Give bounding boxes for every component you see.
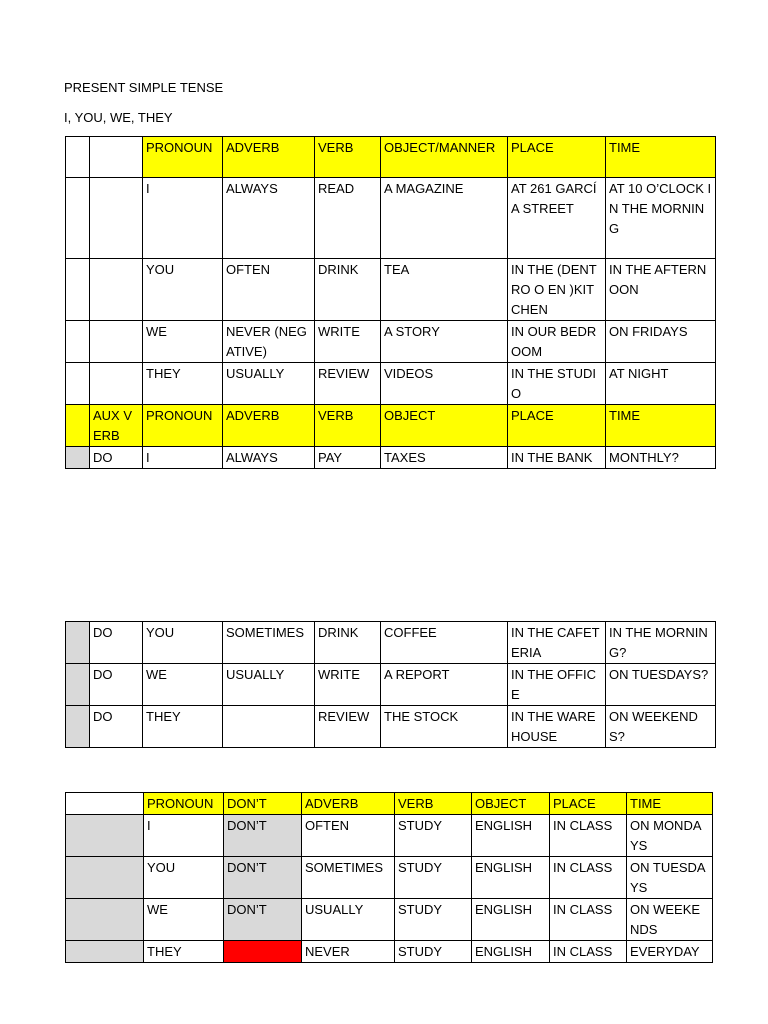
table-row	[66, 363, 716, 405]
empty-cell	[66, 259, 90, 321]
cell: VIDEOS	[381, 363, 508, 405]
empty-cell	[90, 363, 143, 405]
cell: USUALLY	[223, 664, 315, 706]
header-cell: OBJECT/MANNER	[381, 137, 508, 178]
empty-cell	[90, 178, 143, 259]
cell: IN THE WAREHOUSE	[508, 706, 606, 748]
cell: DRINK	[315, 622, 381, 664]
cell: DON’T	[224, 899, 302, 941]
cell: ALWAYS	[223, 178, 315, 259]
cell: ENGLISH	[472, 857, 550, 899]
cell: REVIEW	[315, 706, 381, 748]
cell: ON TUESDAYS	[627, 857, 713, 899]
cell: IN THE CAFETERIA	[508, 622, 606, 664]
cell: COFFEE	[381, 622, 508, 664]
cell: AT NIGHT	[606, 363, 716, 405]
cell: THEY	[143, 706, 223, 748]
table-row	[66, 857, 713, 899]
cell: YOU	[143, 622, 223, 664]
cell: ON FRIDAYS	[606, 321, 716, 363]
cell: ON TUESDAYS?	[606, 664, 716, 706]
document-title: PRESENT SIMPLE TENSE	[64, 80, 224, 95]
table-row	[66, 941, 713, 963]
shaded-cell	[66, 622, 90, 664]
cell: AT 261 GARCÍA STREET	[508, 178, 606, 259]
cell: WRITE	[315, 664, 381, 706]
cell: WE	[143, 664, 223, 706]
table-row	[66, 899, 713, 941]
cell: IN THE MORNING?	[606, 622, 716, 664]
cell: MONTHLY?	[606, 447, 716, 469]
header-cell: PRONOUN	[143, 405, 223, 447]
cell: AT 10 O’CLOCK IN THE MORNING	[606, 178, 716, 259]
shaded-cell	[66, 664, 90, 706]
affirmative-table	[65, 136, 716, 469]
cell: IN CLASS	[550, 941, 627, 963]
cell: NEVER	[302, 941, 395, 963]
cell: OFTEN	[223, 259, 315, 321]
header-cell: ADVERB	[223, 405, 315, 447]
cell: IN CLASS	[550, 815, 627, 857]
header-cell: TIME	[606, 137, 716, 178]
header-cell: VERB	[315, 405, 381, 447]
shaded-cell	[66, 857, 144, 899]
empty-cell	[66, 137, 90, 178]
empty-cell	[90, 259, 143, 321]
cell: DO	[90, 622, 143, 664]
question-header-row	[66, 405, 716, 447]
header-cell: ADVERB	[223, 137, 315, 178]
cell: WRITE	[315, 321, 381, 363]
header-cell: ADVERB	[302, 793, 395, 815]
shaded-cell	[66, 899, 144, 941]
table-header-row	[66, 137, 716, 178]
cell: ENGLISH	[472, 815, 550, 857]
negative-table	[65, 792, 713, 963]
cell: A STORY	[381, 321, 508, 363]
empty-cell	[90, 321, 143, 363]
table-row	[66, 664, 716, 706]
header-cell: TIME	[627, 793, 713, 815]
cell: THE STOCK	[381, 706, 508, 748]
table-row	[66, 622, 716, 664]
shaded-cell	[66, 706, 90, 748]
shaded-cell	[66, 447, 90, 469]
table-row	[66, 321, 716, 363]
question-table	[65, 621, 716, 748]
header-cell: PRONOUN	[143, 137, 223, 178]
header-cell: PLACE	[508, 405, 606, 447]
cell: STUDY	[395, 941, 472, 963]
cell: NEVER (NEGATIVE)	[223, 321, 315, 363]
cell: IN THE AFTERNOON	[606, 259, 716, 321]
cell: SOMETIMES	[302, 857, 395, 899]
cell: ALWAYS	[223, 447, 315, 469]
cell: DO	[90, 447, 143, 469]
empty-cell	[66, 321, 90, 363]
cell: A REPORT	[381, 664, 508, 706]
table-row	[66, 178, 716, 259]
cell: REVIEW	[315, 363, 381, 405]
cell: READ	[315, 178, 381, 259]
cell: TAXES	[381, 447, 508, 469]
cell: IN CLASS	[550, 899, 627, 941]
cell: IN THE BANK	[508, 447, 606, 469]
cell: I	[143, 178, 223, 259]
empty-cell	[90, 137, 143, 178]
cell: WE	[144, 899, 224, 941]
cell: ON MONDAYS	[627, 815, 713, 857]
header-cell: DON’T	[224, 793, 302, 815]
table-row	[66, 447, 716, 469]
cell: DON’T	[224, 815, 302, 857]
table-row	[66, 706, 716, 748]
cell: IN OUR BEDROOM	[508, 321, 606, 363]
cell: OFTEN	[302, 815, 395, 857]
cell: DO	[90, 706, 143, 748]
table-header-row	[66, 793, 713, 815]
table-row	[66, 259, 716, 321]
header-cell: OBJECT	[472, 793, 550, 815]
header-cell: VERB	[395, 793, 472, 815]
cell: IN THE STUDIO	[508, 363, 606, 405]
cell: I	[144, 815, 224, 857]
shaded-cell	[66, 941, 144, 963]
cell: STUDY	[395, 815, 472, 857]
header-cell: PLACE	[508, 137, 606, 178]
cell: IN THE (DENTRO O EN )KITCHEN	[508, 259, 606, 321]
cell: DON’T	[224, 857, 302, 899]
cell: SOMETIMES	[223, 622, 315, 664]
cell: THEY	[143, 363, 223, 405]
header-cell: VERB	[315, 137, 381, 178]
cell: A MAGAZINE	[381, 178, 508, 259]
cell: DO	[90, 664, 143, 706]
cell: I	[143, 447, 223, 469]
header-cell: AUX VERB	[90, 405, 143, 447]
red-highlight-cell	[224, 941, 302, 963]
cell: THEY	[144, 941, 224, 963]
cell: DRINK	[315, 259, 381, 321]
table-row	[66, 815, 713, 857]
cell: YOU	[143, 259, 223, 321]
cell: EVERYDAY	[627, 941, 713, 963]
cell: TEA	[381, 259, 508, 321]
cell: STUDY	[395, 857, 472, 899]
cell: USUALLY	[302, 899, 395, 941]
shaded-cell	[66, 815, 144, 857]
cell: ENGLISH	[472, 899, 550, 941]
cell: YOU	[144, 857, 224, 899]
cell: WE	[143, 321, 223, 363]
empty-cell	[66, 793, 144, 815]
cell: IN THE OFFICE	[508, 664, 606, 706]
document-subtitle: I, YOU, WE, THEY	[64, 110, 173, 125]
header-cell: TIME	[606, 405, 716, 447]
empty-cell	[66, 178, 90, 259]
cell: ON WEEKENDS?	[606, 706, 716, 748]
header-cell: OBJECT	[381, 405, 508, 447]
header-cell: PLACE	[550, 793, 627, 815]
empty-cell	[66, 363, 90, 405]
cell: ENGLISH	[472, 941, 550, 963]
cell: ON WEEKENDS	[627, 899, 713, 941]
cell: IN CLASS	[550, 857, 627, 899]
cell	[223, 706, 315, 748]
header-cell: PRONOUN	[144, 793, 224, 815]
header-cell	[66, 405, 90, 447]
cell: USUALLY	[223, 363, 315, 405]
cell: STUDY	[395, 899, 472, 941]
cell: PAY	[315, 447, 381, 469]
